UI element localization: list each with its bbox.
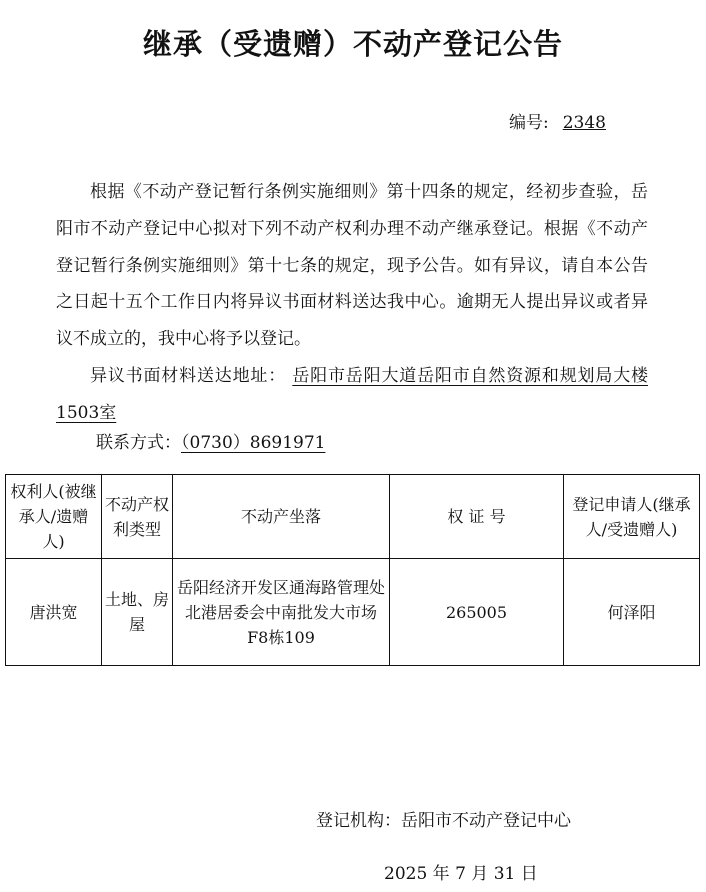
document-number-label: 编号: (509, 113, 549, 133)
table-header-cell: 登记申请人(继承人/受遗赠人) (564, 475, 700, 559)
notice-date: 2025 年 7 月 31 日 (384, 864, 538, 884)
document-number-value: 2348 (562, 113, 606, 133)
registration-table (5, 474, 700, 666)
document-number (509, 108, 606, 133)
notice-body (56, 174, 648, 432)
table-cell-certificate-number: 265005 (390, 559, 564, 666)
contact-value: （0730）8691971 (181, 433, 326, 453)
address-label: 异议书面材料送达地址： (90, 365, 287, 386)
address-line (56, 358, 648, 432)
notice-paragraph: 根据《不动产登记暂行条例实施细则》第十四条的规定，经初步查验，岳阳市不动产登记中心拟对下列不动产权利办理不动产继承登记。根据《不动产登记暂行条例实施细则》第十七条的规定，现予公告。如有异议，请自本公告之日起十五个工作日内将异议书面材料送达我中心。逾期无人提出异议或者异议不成立的，我中心将予以登记。 (56, 182, 648, 350)
table-row (6, 559, 700, 666)
table-header-cell: 权 证 号 (390, 475, 564, 559)
registration-authority (316, 806, 571, 831)
table-cell-location: 岳阳经济开发区通海路管理处北港居委会中南批发大市场F8栋109 (173, 559, 390, 666)
table-cell-rights-holder: 唐洪宽 (6, 559, 102, 666)
table-header-cell: 不动产权利类型 (102, 475, 173, 559)
contact-line (96, 428, 349, 453)
table-header-cell: 不动产坐落 (173, 475, 390, 559)
address-value: 岳阳市岳阳大道岳阳市自然资源和规划局大楼1503室 (56, 365, 649, 423)
table-header-row (6, 475, 700, 559)
table-cell-right-type: 土地、房屋 (102, 559, 173, 666)
notice-title: 继承（受遗赠）不动产登记公告 (142, 27, 563, 61)
table-cell-applicant: 何泽阳 (564, 559, 700, 666)
registration-authority-label: 登记机构： (316, 811, 401, 831)
registration-authority-name: 岳阳市不动产登记中心 (401, 811, 571, 831)
contact-label: 联系方式： (96, 433, 181, 453)
table-header-cell: 权利人(被继承人/遗赠人) (6, 475, 102, 559)
